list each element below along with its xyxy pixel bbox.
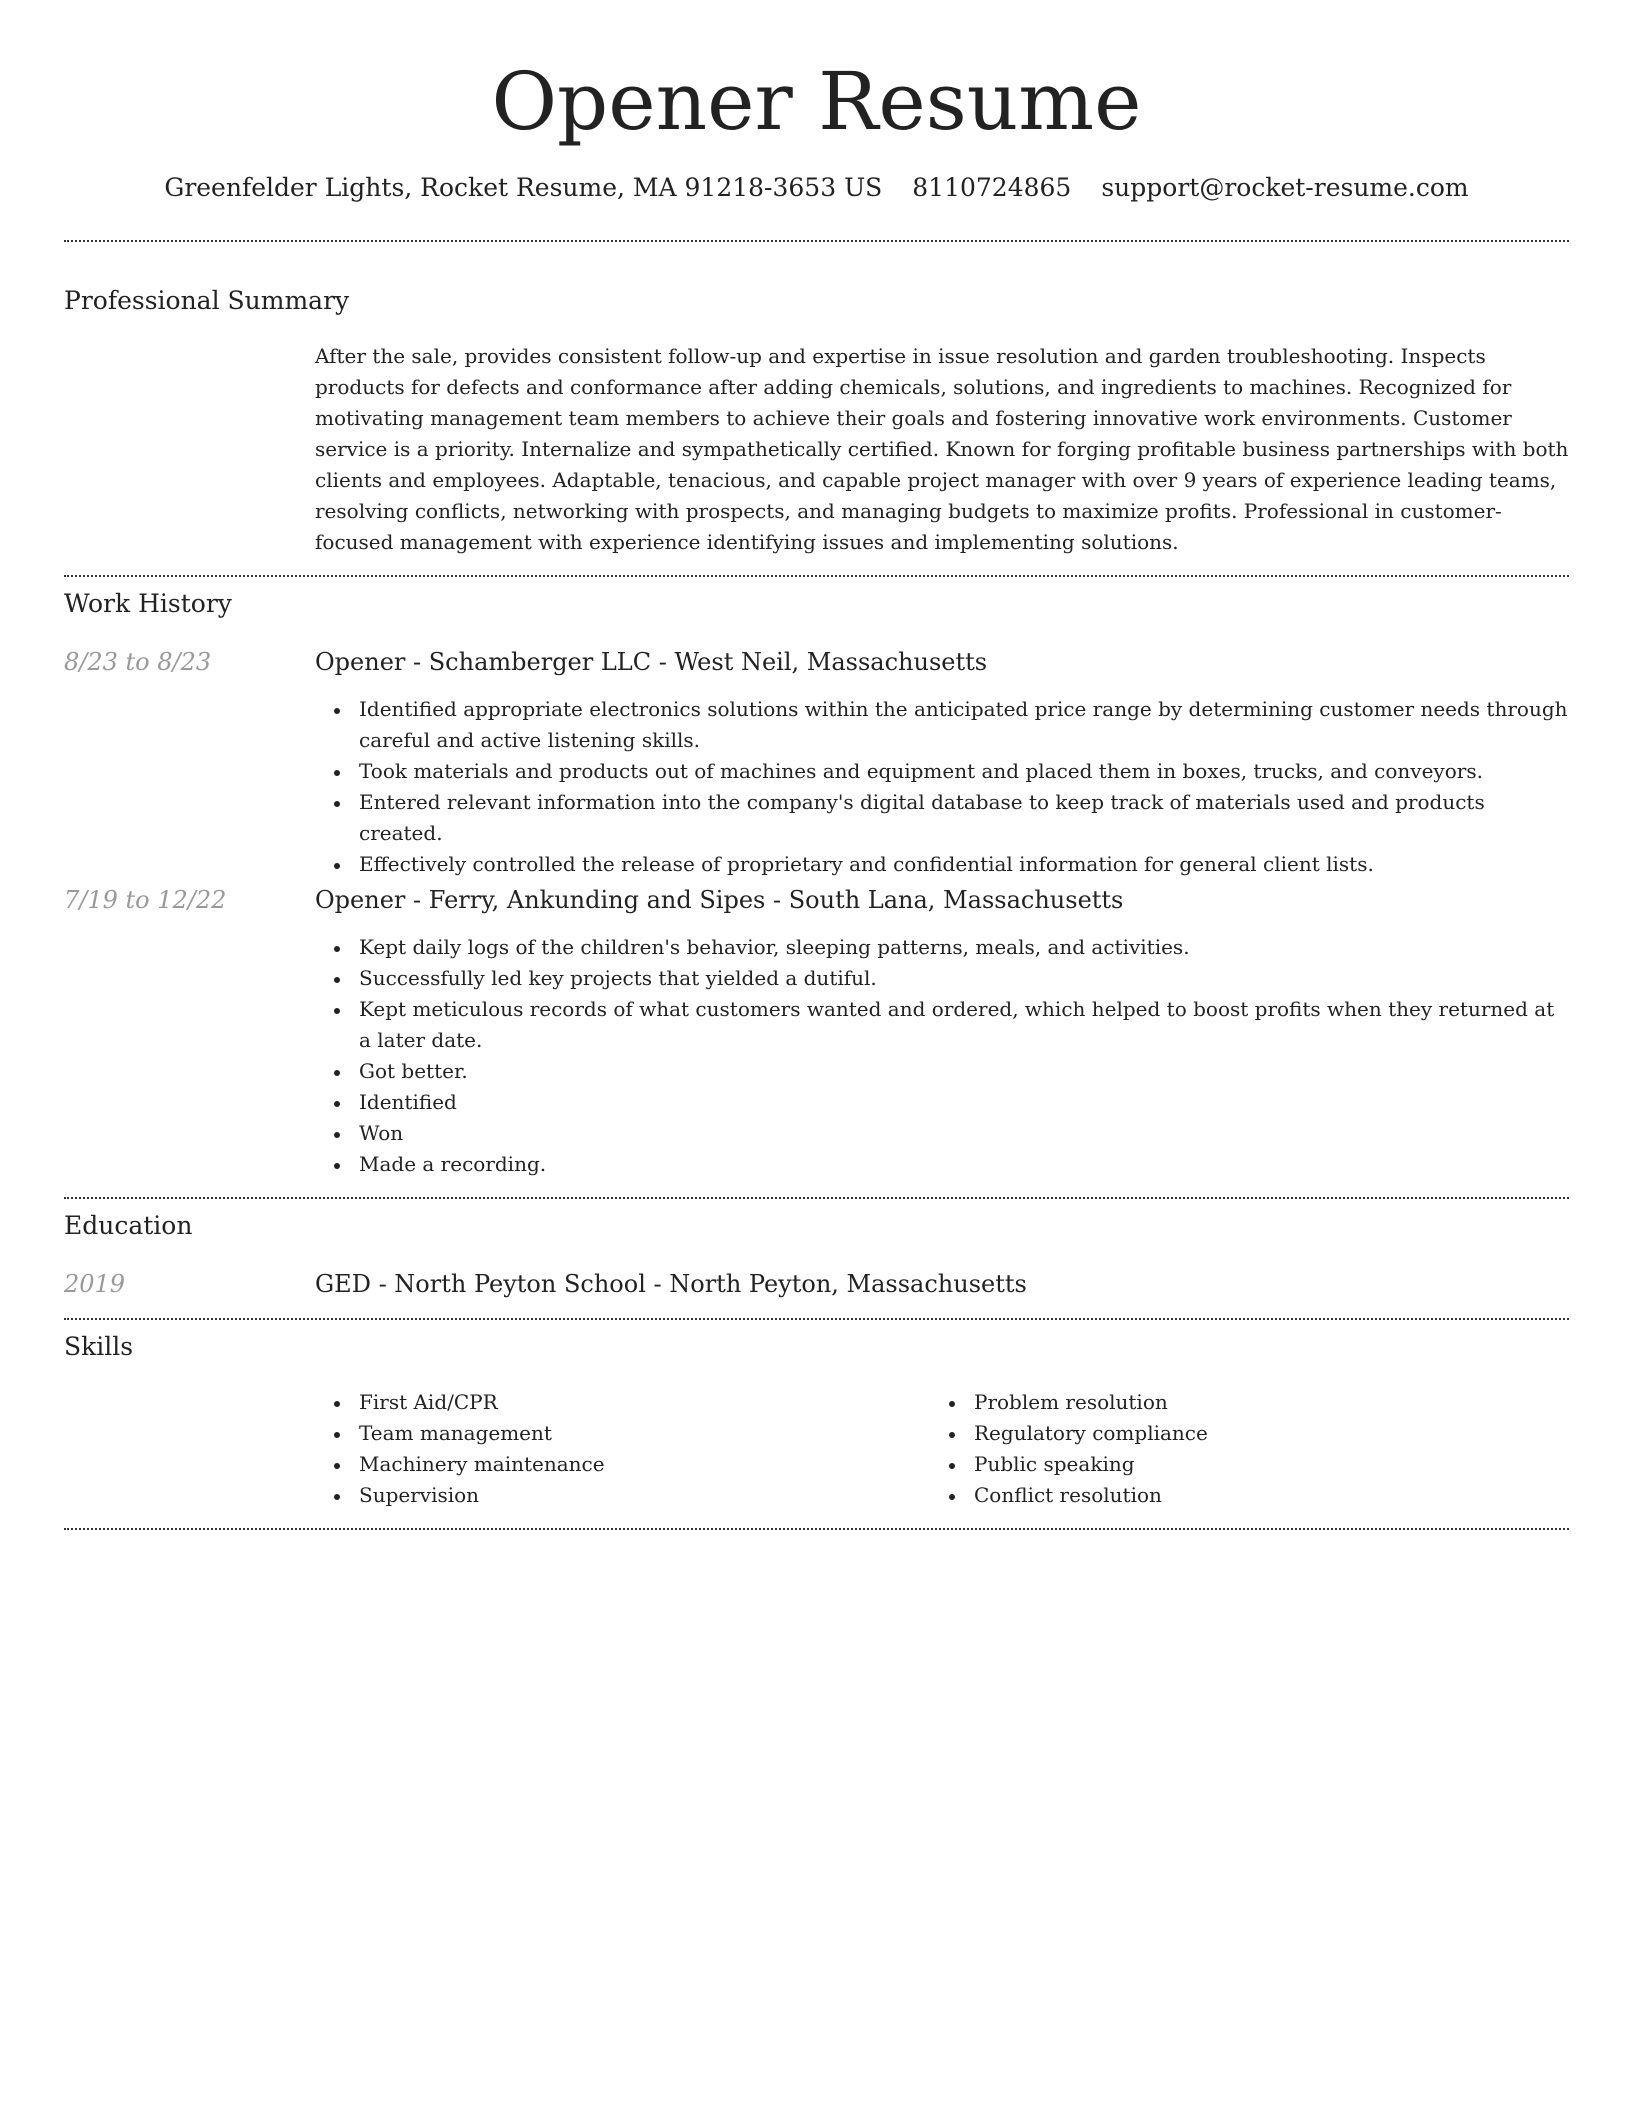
skills-list-left bbox=[315, 1387, 915, 1511]
list-item: Entered relevant information into the company's digital database to keep track of materials used and products created. bbox=[359, 787, 1569, 849]
list-item: Took materials and products out of machines and equipment and placed them in boxes, trucks, and conveyors. bbox=[359, 756, 1569, 787]
education-title: GED - North Peyton School - North Peyton, Massachusetts bbox=[315, 1270, 1027, 1298]
skills-list-right bbox=[930, 1387, 1530, 1511]
job-1-bullets bbox=[315, 694, 1569, 880]
skill-item: Conflict resolution bbox=[974, 1480, 1530, 1511]
skill-item: Regulatory compliance bbox=[974, 1418, 1530, 1449]
summary-text: After the sale, provides consistent follow-up and expertise in issue resolution and garden troubleshooting. Inspects products for defects and conformance after adding chemicals, solutions, and ingredients to machines. Recognized for motivating management team members to achieve their goals and fostering innovative work environments. Customer service is a priority. Internalize and sympathetically certified. Known for forging profitable business partnerships with both clients and employees. Adaptable, tenacious, and capable project manager with over 9 years of experience leading teams, resolving conflicts, networking with prospects, and managing budgets to maximize profits. Professional in customer-focused management with experience identifying issues and implementing solutions. bbox=[315, 344, 1569, 554]
work-history-heading: Work History bbox=[64, 589, 232, 618]
skills-divider bbox=[64, 1528, 1569, 1530]
job-2-title: Opener - Ferry, Ankunding and Sipes - South Lana, Massachusetts bbox=[315, 886, 1124, 914]
skills-column-right bbox=[930, 1387, 1530, 1511]
job-2-dates: 7/19 to 12/22 bbox=[64, 886, 227, 914]
list-item: Identified appropriate electronics solutions within the anticipated price range by determining customer needs through careful and active listening skills. bbox=[359, 694, 1569, 756]
skill-item: Machinery maintenance bbox=[359, 1449, 915, 1480]
skills-heading: Skills bbox=[64, 1332, 134, 1361]
job-2-bullets bbox=[315, 932, 1569, 1180]
list-item: Effectively controlled the release of proprietary and confidential information for general client lists. bbox=[359, 849, 1569, 880]
work-divider bbox=[64, 1197, 1569, 1199]
contact-email: support@rocket-resume.com bbox=[1101, 173, 1469, 202]
header-divider bbox=[64, 240, 1569, 242]
education-divider bbox=[64, 1318, 1569, 1320]
resume-name: Opener Resume bbox=[491, 55, 1142, 148]
skill-item: Team management bbox=[359, 1418, 915, 1449]
job-1-title: Opener - Schamberger LLC - West Neil, Massachusetts bbox=[315, 648, 988, 676]
skill-item: Supervision bbox=[359, 1480, 915, 1511]
education-year: 2019 bbox=[64, 1270, 126, 1298]
list-item: Won bbox=[359, 1118, 1569, 1149]
list-item: Made a recording. bbox=[359, 1149, 1569, 1180]
skill-item: Public speaking bbox=[974, 1449, 1530, 1480]
skills-column-left bbox=[315, 1387, 915, 1511]
list-item: Got better. bbox=[359, 1056, 1569, 1087]
list-item: Kept meticulous records of what customers wanted and ordered, which helped to boost profits when they returned at a later date. bbox=[359, 994, 1569, 1056]
list-item: Successfully led key projects that yielded a dutiful. bbox=[359, 963, 1569, 994]
list-item: Identified bbox=[359, 1087, 1569, 1118]
education-heading: Education bbox=[64, 1211, 193, 1240]
job-1-details bbox=[315, 694, 1569, 880]
job-2-details bbox=[315, 932, 1569, 1180]
contact-line bbox=[64, 170, 1569, 206]
skill-item: First Aid/CPR bbox=[359, 1387, 915, 1418]
list-item: Kept daily logs of the children's behavior, sleeping patterns, meals, and activities. bbox=[359, 932, 1569, 963]
summary-heading: Professional Summary bbox=[64, 286, 350, 315]
summary-divider bbox=[64, 575, 1569, 577]
contact-phone: 8110724865 bbox=[912, 173, 1072, 202]
job-1-dates: 8/23 to 8/23 bbox=[64, 648, 212, 676]
contact-address: Greenfelder Lights, Rocket Resume, MA 91218-3653 US bbox=[164, 173, 883, 202]
summary-section bbox=[315, 341, 1569, 558]
skill-item: Problem resolution bbox=[974, 1387, 1530, 1418]
